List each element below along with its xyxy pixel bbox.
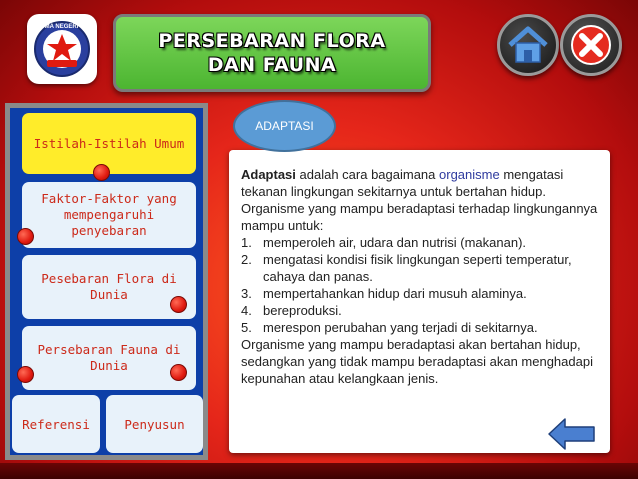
close-icon: [569, 23, 613, 67]
title-line-2: DAN FAUNA: [207, 54, 337, 76]
list-num: 1.: [241, 235, 252, 250]
referensi-label: Referensi: [22, 416, 90, 432]
referensi-button[interactable]: [12, 395, 100, 453]
list-text: mengatasi kondisi fisik lingkungan seperti temperatur, cahaya dan panas.: [263, 252, 572, 284]
section-badge-label: ADAPTASI: [255, 119, 314, 133]
sidebar-item-istilah[interactable]: [22, 113, 196, 174]
close-button[interactable]: [560, 14, 622, 76]
intro-paragraph: [241, 166, 601, 200]
list-text: merespon perubahan yang terjadi di sekitarnya.: [263, 320, 538, 335]
sidebar-item-label: Persebaran Fauna di Dunia: [37, 342, 181, 373]
nav-dot-icon: [170, 296, 187, 313]
page-title: [113, 14, 431, 92]
content-text: [241, 166, 601, 387]
intro-text-a: adalah cara bagaimana: [295, 167, 440, 182]
home-button[interactable]: [497, 14, 559, 76]
sidebar-item-label: Istilah-Istilah Umum: [33, 135, 185, 151]
nav-dot-icon: [93, 164, 110, 181]
sidebar-item-label: Pesebaran Flora di Dunia: [41, 271, 177, 302]
sidebar-nav: [5, 103, 208, 460]
section-badge: [233, 100, 336, 152]
nav-dot-icon: [17, 228, 34, 245]
list-item: [241, 285, 601, 302]
intro-term: Adaptasi: [241, 167, 296, 182]
title-line-1: PERSEBARAN FLORA: [158, 30, 386, 52]
list-num: 2.: [241, 252, 252, 267]
nav-dot-icon: [170, 364, 187, 381]
list-num: 3.: [241, 286, 252, 301]
sidebar-item-label: Faktor-Faktor yang mempengaruhi penyebaran: [41, 191, 177, 238]
list-text: mempertahankan hidup dari musuh alaminya.: [263, 286, 527, 301]
bottom-bar: [0, 463, 638, 479]
sidebar-item-faktor[interactable]: [22, 182, 196, 248]
intro-text-b: mengatasi tekanan lingkungan sekitarnya untuk bertahan hidup.: [241, 167, 564, 199]
arrow-left-icon: [547, 417, 597, 451]
list-num: 4.: [241, 303, 252, 318]
list-text: memperoleh air, udara dan nutrisi (makanan).: [263, 235, 527, 250]
sidebar-item-fauna[interactable]: [22, 326, 196, 390]
penyusun-label: Penyusun: [124, 416, 185, 432]
list-item: [241, 302, 601, 319]
logo-text: SMA NEGERI 7: [40, 24, 84, 30]
para-2: Organisme yang mampu beradaptasi terhadap lingkungannya mampu untuk:: [241, 201, 598, 233]
list-item: [241, 234, 601, 251]
closing-paragraph: Organisme yang mampu beradaptasi akan bertahan hidup, sedangkan yang tidak mampu beradaptasi akan menghadapi kepunahan atau kelangkaan jenis.: [241, 337, 593, 386]
home-icon: [506, 25, 550, 65]
back-button[interactable]: [547, 417, 597, 451]
nav-dot-icon: [17, 366, 34, 383]
list-num: 5.: [241, 320, 252, 335]
list-item: [241, 319, 601, 336]
list-text: bereproduksi.: [263, 303, 342, 318]
sidebar-item-flora[interactable]: [22, 255, 196, 319]
keyword-organisme: organisme: [439, 167, 500, 182]
list-item: [241, 251, 601, 285]
penyusun-button[interactable]: [106, 395, 203, 453]
